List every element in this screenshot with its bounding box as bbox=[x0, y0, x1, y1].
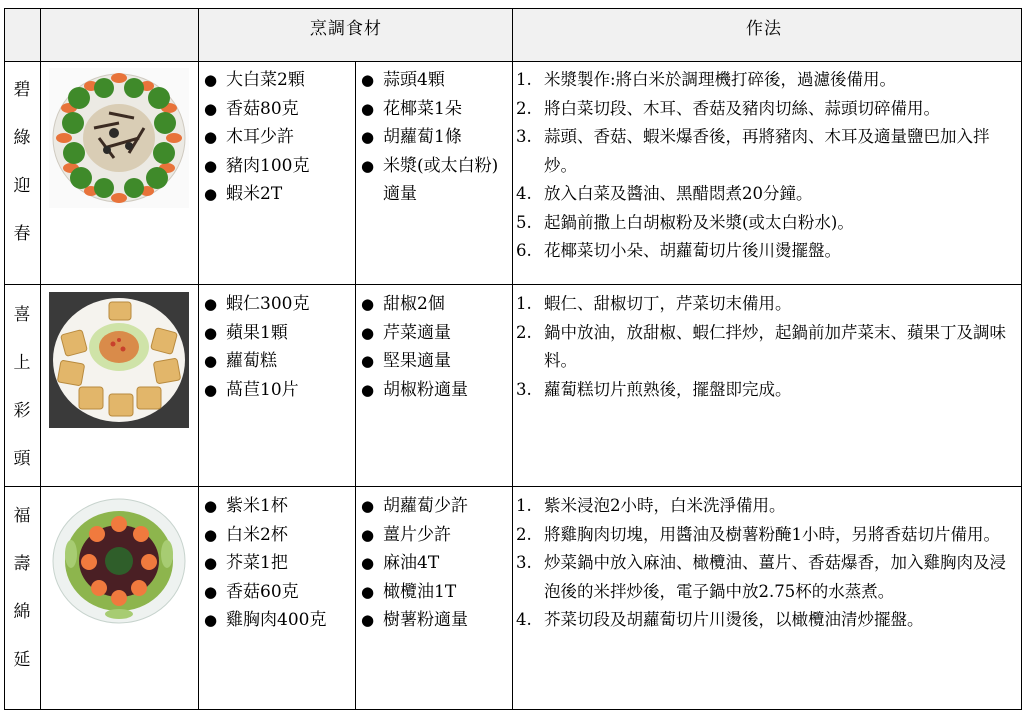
list-item: ● 豬肉100克 bbox=[202, 152, 352, 181]
ingredients-right bbox=[359, 492, 509, 635]
list-item: ● 芥菜1把 bbox=[202, 549, 352, 578]
list-item: ● 蘿蔔糕 bbox=[202, 347, 352, 376]
ingredients-right bbox=[359, 66, 509, 209]
list-item: ● 香菇60克 bbox=[202, 578, 352, 607]
dish-name: 喜 上 彩 頭 bbox=[13, 305, 31, 469]
list-item: 2. 將雞胸肉切塊，用醬油及樹薯粉醃1小時，另將香菇切片備用。 bbox=[516, 524, 1000, 544]
divider bbox=[40, 8, 41, 710]
list-item: ● 蝦仁300克 bbox=[202, 290, 352, 319]
list-item: ● 蘋果1顆 bbox=[202, 319, 352, 348]
list-item: ● 白米2杯 bbox=[202, 521, 352, 550]
method-steps bbox=[516, 66, 1016, 266]
list-item: 3. 蒜頭、香菇、蝦米爆香後，再將豬肉、木耳及適量鹽巴加入拌炒。 bbox=[516, 127, 990, 175]
method-steps bbox=[516, 290, 1016, 404]
list-item: ● 堅果適量 bbox=[359, 347, 509, 376]
divider bbox=[198, 8, 199, 710]
ingredients-left bbox=[202, 492, 352, 635]
list-item: ● 花椰菜1朵 bbox=[359, 95, 509, 124]
ingredients-right bbox=[359, 290, 509, 404]
header-method: 作法 bbox=[746, 19, 782, 39]
list-item: 1. 蝦仁、甜椒切丁，芹菜切末備用。 bbox=[516, 294, 792, 313]
list-item: ● 橄欖油1T bbox=[359, 578, 509, 607]
list-item: 1. 紫米浸泡2小時，白米洗淨備用。 bbox=[516, 496, 786, 515]
list-item: ● 胡椒粉適量 bbox=[359, 376, 509, 405]
list-item: ● 蝦米2T bbox=[202, 180, 352, 209]
list-item: ● 甜椒2個 bbox=[359, 290, 509, 319]
list-item: ● 麻油4T bbox=[359, 549, 509, 578]
list-item: ● 香菇80克 bbox=[202, 95, 352, 124]
list-item: ● 芹菜適量 bbox=[359, 319, 509, 348]
dish-photo-purple-rice-chicken bbox=[49, 494, 189, 628]
list-item: ● 薑片少許 bbox=[359, 521, 509, 550]
list-item: 3. 炒菜鍋中放入麻油、橄欖油、薑片、香菇爆香，加入雞胸肉及浸泡後的米拌炒後，電子鍋中放2.75杯的水蒸煮。 bbox=[516, 553, 1006, 601]
ingredients-left bbox=[202, 66, 352, 209]
divider bbox=[4, 61, 1022, 62]
list-item: ● 萵苣10片 bbox=[202, 376, 352, 405]
list-item: ● 胡蘿蔔少許 bbox=[359, 492, 509, 521]
list-item: ● 紫米1杯 bbox=[202, 492, 352, 521]
divider bbox=[512, 8, 513, 710]
ingredients-left bbox=[202, 290, 352, 404]
list-item: ● 木耳少許 bbox=[202, 123, 352, 152]
dish-photo-radish-cake-shrimp bbox=[49, 292, 189, 428]
list-item: ● 樹薯粉適量 bbox=[359, 606, 509, 635]
divider bbox=[355, 61, 356, 710]
list-item: ● 雞胸肉400克 bbox=[202, 606, 352, 635]
list-item: ● 胡蘿蔔1條 bbox=[359, 123, 509, 152]
dish-name: 福 壽 綿 延 bbox=[13, 506, 31, 670]
list-item: 3. 蘿蔔糕切片煎熟後，擺盤即完成。 bbox=[516, 379, 792, 399]
divider bbox=[4, 284, 1022, 285]
list-item: 6. 花椰菜切小朵、胡蘿蔔切片後川燙擺盤。 bbox=[516, 241, 841, 260]
method-steps bbox=[516, 492, 1016, 635]
divider bbox=[4, 486, 1022, 487]
header-ingredients: 烹調食材 bbox=[310, 19, 382, 39]
dish-name: 碧 綠 迎 春 bbox=[13, 80, 31, 244]
recipe-table bbox=[4, 8, 1022, 710]
list-item: 4. 放入白菜及醬油、黑醋悶煮20分鐘。 bbox=[516, 184, 813, 203]
list-item: 5. 起鍋前撒上白胡椒粉及米漿(或太白粉水)。 bbox=[516, 212, 854, 232]
list-item: ● 大白菜2顆 bbox=[202, 66, 352, 95]
list-item: 1. 米漿製作:將白米於調理機打碎後，過濾後備用。 bbox=[516, 70, 897, 89]
dish-photo-broccoli-cabbage bbox=[49, 68, 189, 208]
list-item: 4. 芥菜切段及胡蘿蔔切片川燙後，以橄欖油清炒擺盤。 bbox=[516, 610, 924, 629]
list-item: ● 蒜頭4顆 bbox=[359, 66, 509, 95]
list-item: ● 米漿(或太白粉)適量 bbox=[359, 152, 509, 209]
list-item: 2. 鍋中放油，放甜椒、蝦仁拌炒，起鍋前加芹菜末、蘋果丁及調味料。 bbox=[516, 322, 1006, 370]
list-item: 2. 將白菜切段、木耳、香菇及豬肉切絲、蒜頭切碎備用。 bbox=[516, 98, 940, 118]
